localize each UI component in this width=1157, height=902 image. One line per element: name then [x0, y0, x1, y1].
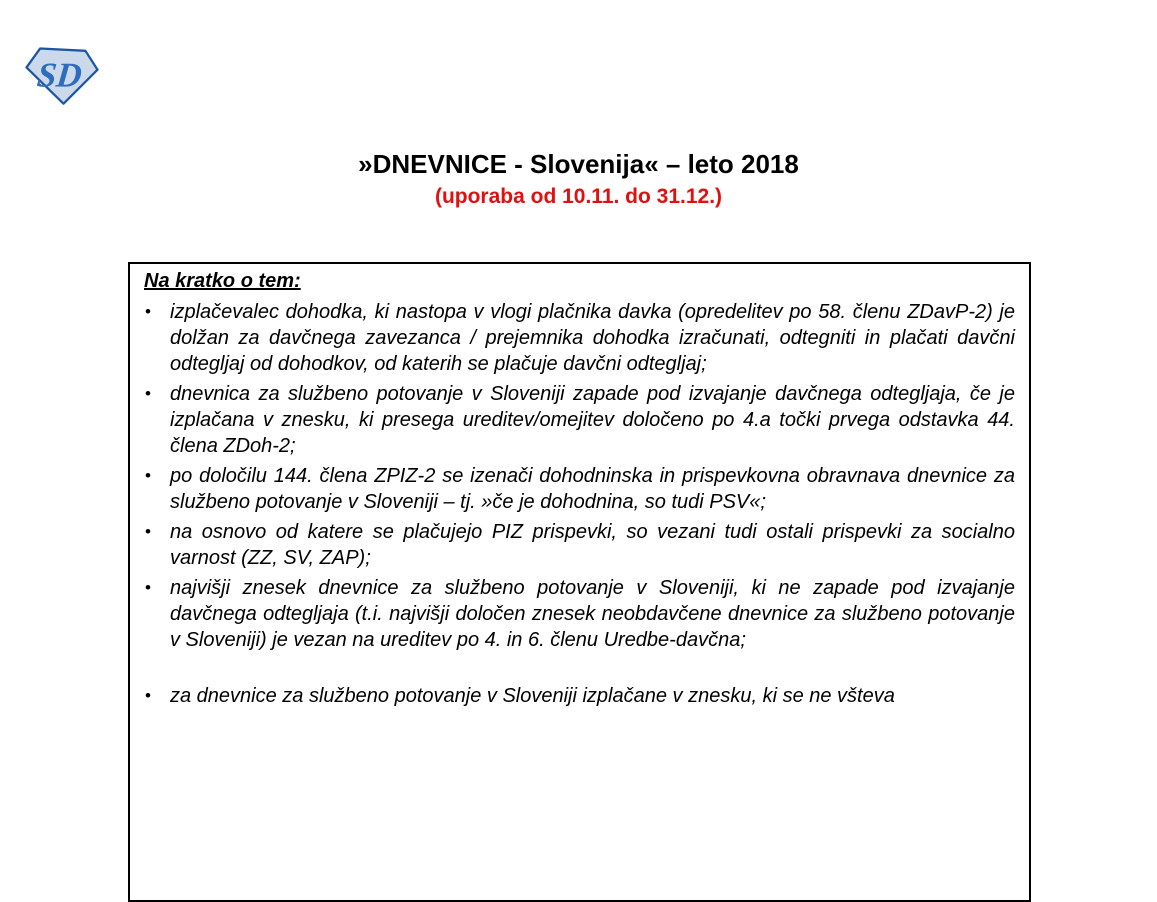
sd-logo	[24, 44, 100, 106]
document-header	[0, 148, 1157, 209]
bullet-text: za dnevnice za službeno potovanje v Sloveniji izplačane v znesku, ki se ne všteva	[170, 685, 895, 707]
bullet-text: izplačevalec dohodka, ki nastopa v vlogi plačnika davka (opredelitev po 58. členu ZDavP-2) je dolžan za davčnega zavezanca / prejemnika dohodka izračunati, odtegniti in plačati davčni odtegljaj od dohodkov, od katerih se plačuje davčni odtegljaj;	[170, 301, 1015, 375]
bullet-item-5	[144, 575, 1015, 653]
bullet-marker: •	[145, 578, 151, 597]
summary-box	[128, 262, 1031, 902]
page-title: »DNEVNICE - Slovenija« – leto 2018	[358, 149, 799, 179]
bullet-item-6	[144, 683, 1015, 709]
bullet-marker: •	[145, 466, 151, 485]
bullet-text: na osnovo od katere se plačujejo PIZ prispevki, so vezani tudi ostali prispevki za socialno varnost (ZZ, SV, ZAP);	[170, 521, 1015, 569]
bullet-text: najvišji znesek dnevnice za službeno potovanje v Sloveniji, ki ne zapade pod izvajanje davčnega odtegljaja (t.i. najvišji določen znesek neobdavčene dnevnice za službeno potovanje v Sloveniji) je vezan na ureditev po 4. in 6. členu Uredbe-davčna;	[170, 577, 1015, 651]
bullet-item-3	[144, 463, 1015, 515]
sd-logo-icon	[24, 44, 100, 106]
bullet-item-4	[144, 519, 1015, 571]
bullet-text: dnevnica za službeno potovanje v Sloveniji zapade pod izvajanje davčnega odtegljaja, če je izplačana v znesku, ki presega ureditev/omejitev določeno po 4.a točki prvega odstavka 44. člena ZDoh-2;	[170, 383, 1015, 457]
page-subtitle: (uporaba od 10.11. do 31.12.)	[434, 185, 723, 208]
bullet-marker: •	[145, 302, 151, 321]
bullet-item-2	[144, 381, 1015, 459]
bullet-item-1	[144, 299, 1015, 377]
bullet-text: po določilu 144. člena ZPIZ-2 se izenači dohodninska in prispevkovna obravnava dnevnice za službeno potovanje v Sloveniji – tj. »če je dohodnina, so tudi PSV«;	[170, 465, 1015, 513]
bullet-marker: •	[145, 522, 151, 541]
bullet-marker: •	[145, 384, 151, 403]
logo-letters: SD	[35, 55, 84, 95]
summary-box-heading: Na kratko o tem:	[144, 270, 301, 292]
bullet-marker: •	[145, 686, 151, 705]
